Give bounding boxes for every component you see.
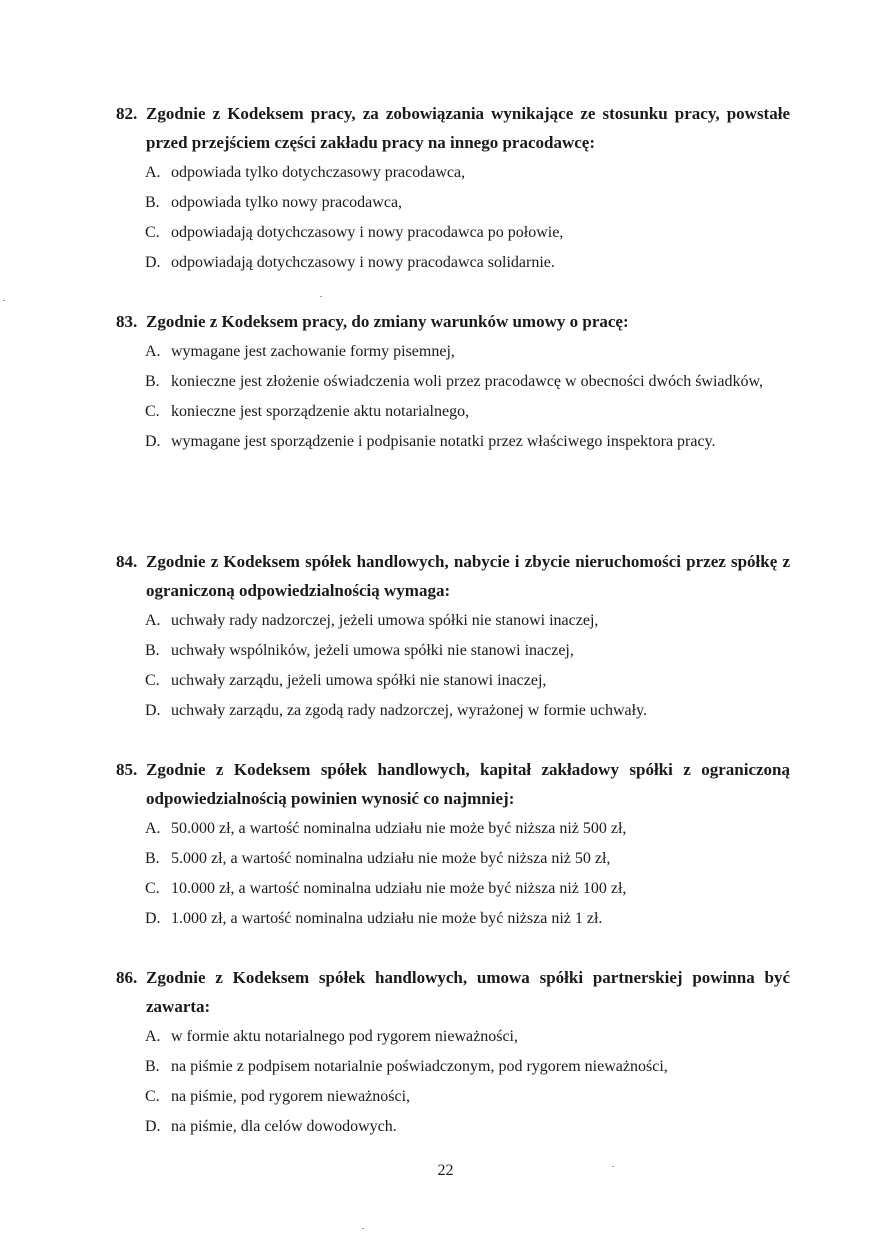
option-text: 1.000 zł, a wartość nominalna udziału nie może być niższa niż 1 zł. bbox=[171, 910, 603, 927]
scan-speck bbox=[320, 296, 322, 297]
answer-option-a bbox=[145, 158, 790, 188]
question-stem bbox=[116, 99, 790, 157]
option-text: konieczne jest sporządzenie aktu notarialnego, bbox=[171, 403, 470, 420]
answer-options bbox=[145, 814, 790, 934]
answer-option-b bbox=[145, 844, 790, 874]
option-letter: A. bbox=[145, 343, 161, 360]
scan-speck bbox=[612, 1166, 614, 1167]
answer-option-c bbox=[145, 874, 790, 904]
question-number: 83. bbox=[116, 312, 138, 331]
answer-options bbox=[145, 1022, 790, 1142]
option-letter: C. bbox=[145, 672, 160, 689]
question-84 bbox=[116, 547, 790, 726]
answer-option-c bbox=[145, 218, 790, 248]
option-text: 5.000 zł, a wartość nominalna udziału nie może być niższa niż 50 zł, bbox=[171, 850, 611, 867]
question-text: Zgodnie z Kodeksem spółek handlowych, umowa spółki partnerskiej powinna być zawarta: bbox=[146, 968, 790, 1016]
scan-speck bbox=[362, 1228, 364, 1229]
option-letter: A. bbox=[145, 612, 161, 629]
answer-option-c bbox=[145, 666, 790, 696]
answer-option-b bbox=[145, 188, 790, 218]
question-text: Zgodnie z Kodeksem spółek handlowych, kapitał zakładowy spółki z ograniczoną odpowiedzialnością powinien wynosić co najmniej: bbox=[146, 760, 790, 808]
answer-option-b bbox=[145, 367, 790, 397]
option-text: odpowiada tylko nowy pracodawca, bbox=[171, 194, 403, 211]
option-text: na piśmie, pod rygorem nieważności, bbox=[171, 1088, 411, 1105]
answer-option-a bbox=[145, 814, 790, 844]
option-letter: D. bbox=[145, 702, 161, 719]
option-text: uchwały zarządu, jeżeli umowa spółki nie stanowi inaczej, bbox=[171, 672, 547, 689]
answer-option-a bbox=[145, 606, 790, 636]
option-text: konieczne jest złożenie oświadczenia woli przez pracodawcę w obecności dwóch świadków, bbox=[171, 373, 764, 390]
option-letter: D. bbox=[145, 433, 161, 450]
question-86 bbox=[116, 963, 790, 1142]
question-number: 86. bbox=[116, 968, 138, 987]
answer-option-a bbox=[145, 1022, 790, 1052]
option-letter: B. bbox=[145, 642, 160, 659]
question-number: 82. bbox=[116, 104, 138, 123]
answer-option-c bbox=[145, 397, 790, 427]
question-text: Zgodnie z Kodeksem spółek handlowych, nabycie i zbycie nieruchomości przez spółkę z ograniczoną odpowiedzialnością wymaga: bbox=[146, 552, 790, 600]
option-text: odpowiadają dotychczasowy i nowy pracodawca solidarnie. bbox=[171, 254, 555, 271]
option-letter: B. bbox=[145, 1058, 160, 1075]
option-letter: D. bbox=[145, 1118, 161, 1135]
option-text: wymagane jest zachowanie formy pisemnej, bbox=[171, 343, 455, 360]
page-number: 22 bbox=[437, 1162, 454, 1179]
answer-options bbox=[145, 606, 790, 726]
option-text: uchwały wspólników, jeżeli umowa spółki nie stanowi inaczej, bbox=[171, 642, 574, 659]
answer-option-d bbox=[145, 427, 790, 457]
option-text: w formie aktu notarialnego pod rygorem nieważności, bbox=[171, 1028, 518, 1045]
option-text: odpowiada tylko dotychczasowy pracodawca, bbox=[171, 164, 466, 181]
scan-speck bbox=[3, 300, 5, 301]
answer-option-d bbox=[145, 696, 790, 726]
answer-option-a bbox=[145, 337, 790, 367]
question-82 bbox=[116, 99, 790, 278]
answer-option-c bbox=[145, 1082, 790, 1112]
option-text: 50.000 zł, a wartość nominalna udziału nie może być niższa niż 500 zł, bbox=[171, 820, 627, 837]
option-letter: C. bbox=[145, 880, 160, 897]
option-letter: A. bbox=[145, 820, 161, 837]
option-text: na piśmie z podpisem notarialnie poświadczonym, pod rygorem nieważności, bbox=[171, 1058, 668, 1075]
option-text: uchwały rady nadzorczej, jeżeli umowa spółki nie stanowi inaczej, bbox=[171, 612, 599, 629]
question-stem bbox=[116, 547, 790, 605]
option-text: wymagane jest sporządzenie i podpisanie notatki przez właściwego inspektora pracy. bbox=[171, 433, 716, 450]
answer-option-d bbox=[145, 1112, 790, 1142]
question-83 bbox=[116, 307, 790, 457]
question-number: 84. bbox=[116, 552, 138, 571]
answer-options bbox=[145, 337, 790, 457]
question-number: 85. bbox=[116, 760, 138, 779]
question-text: Zgodnie z Kodeksem pracy, za zobowiązania wynikające ze stosunku pracy, powstałe przed przejściem części zakładu pracy na innego pracodawcę: bbox=[146, 104, 790, 152]
option-letter: C. bbox=[145, 403, 160, 420]
option-letter: B. bbox=[145, 373, 160, 390]
option-text: odpowiadają dotychczasowy i nowy pracodawca po połowie, bbox=[171, 224, 564, 241]
answer-option-d bbox=[145, 248, 790, 278]
option-letter: D. bbox=[145, 254, 161, 271]
question-85 bbox=[116, 755, 790, 934]
answer-options bbox=[145, 158, 790, 278]
question-stem bbox=[116, 755, 790, 813]
option-letter: A. bbox=[145, 164, 161, 181]
question-text: Zgodnie z Kodeksem pracy, do zmiany warunków umowy o pracę: bbox=[146, 312, 629, 331]
question-stem bbox=[116, 307, 790, 336]
question-stem bbox=[116, 963, 790, 1021]
option-letter: B. bbox=[145, 194, 160, 211]
answer-option-b bbox=[145, 1052, 790, 1082]
option-letter: A. bbox=[145, 1028, 161, 1045]
option-letter: B. bbox=[145, 850, 160, 867]
option-letter: C. bbox=[145, 1088, 160, 1105]
option-text: 10.000 zł, a wartość nominalna udziału nie może być niższa niż 100 zł, bbox=[171, 880, 627, 897]
answer-option-b bbox=[145, 636, 790, 666]
option-text: na piśmie, dla celów dowodowych. bbox=[171, 1118, 397, 1135]
answer-option-d bbox=[145, 904, 790, 934]
option-text: uchwały zarządu, za zgodą rady nadzorczej, wyrażonej w formie uchwały. bbox=[171, 702, 648, 719]
option-letter: C. bbox=[145, 224, 160, 241]
option-letter: D. bbox=[145, 910, 161, 927]
